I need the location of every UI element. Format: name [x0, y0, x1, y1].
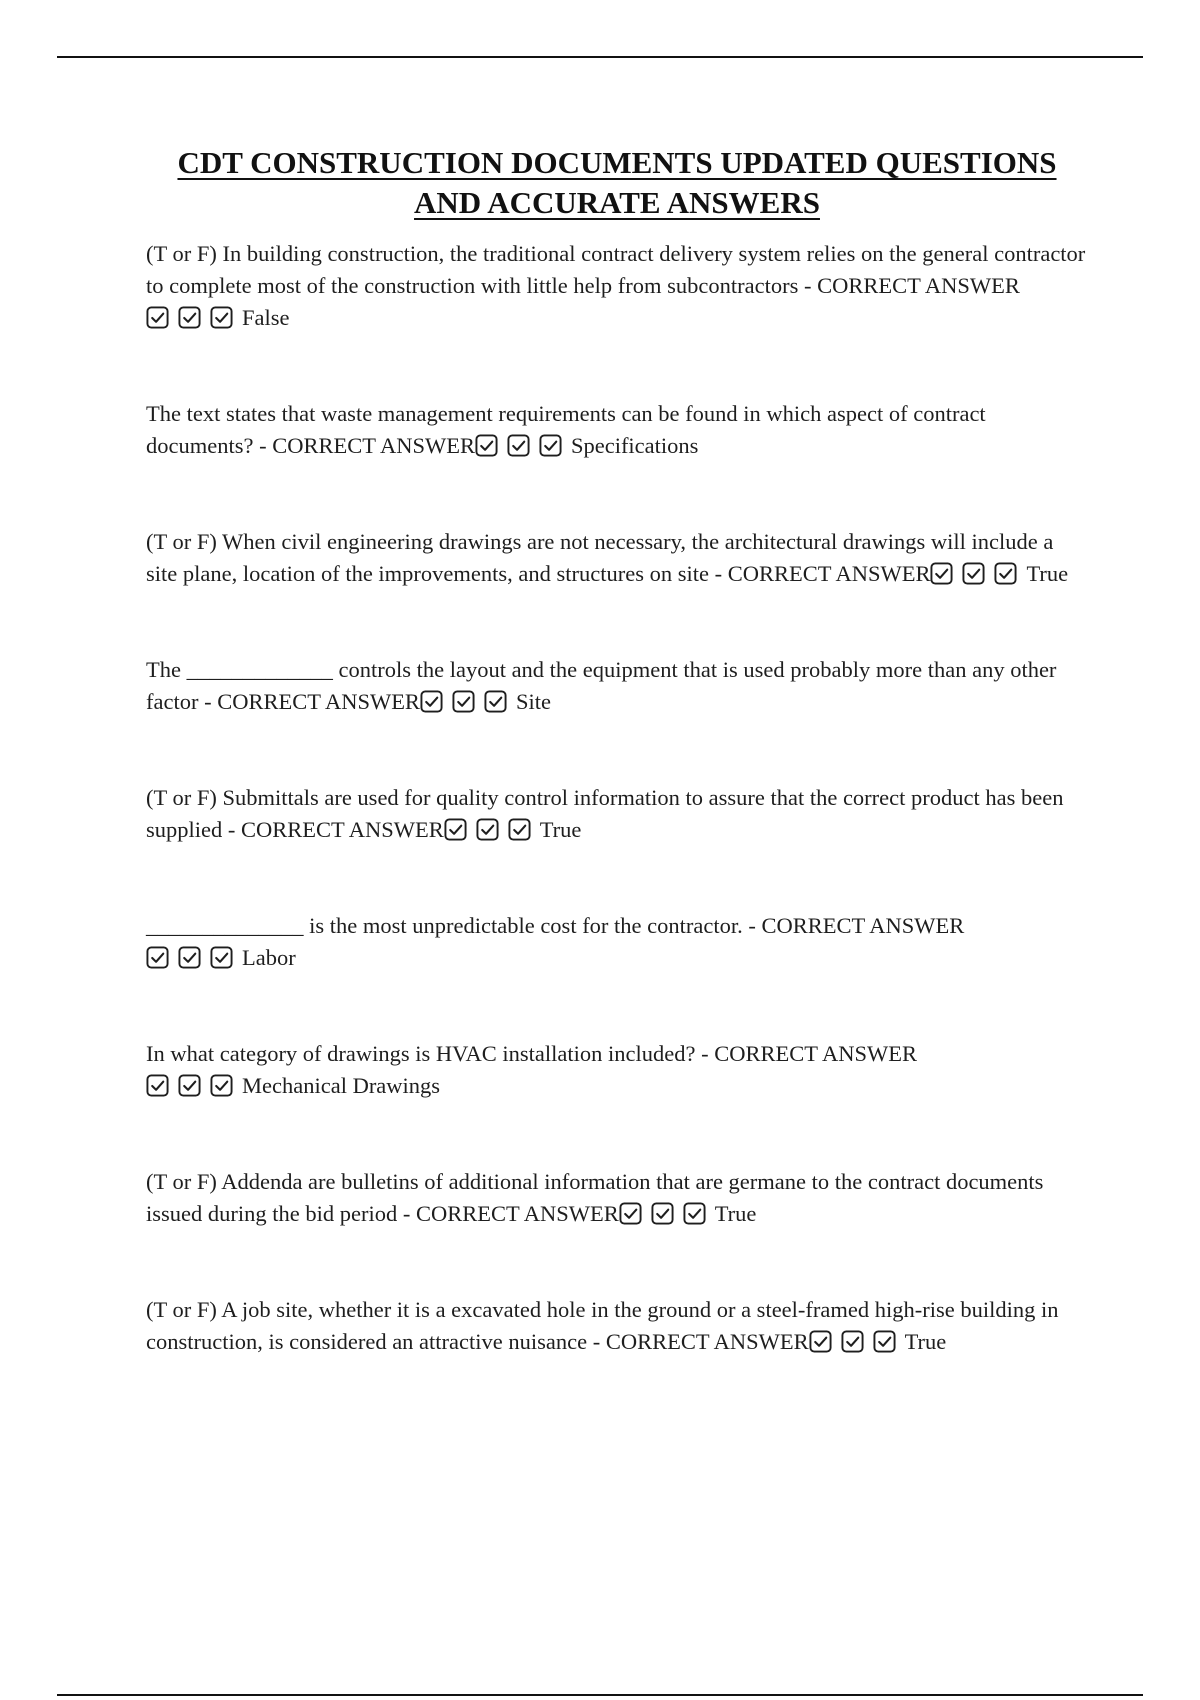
question-text: In what category of drawings is HVAC installation included? - CORRECT ANSWER: [146, 1041, 917, 1066]
answer-checkmarks: [809, 1326, 947, 1358]
answer-text: True: [539, 817, 582, 842]
document-title: [120, 143, 1114, 223]
title-line-1: CDT CONSTRUCTION DOCUMENTS UPDATED QUESTIONS: [177, 145, 1057, 180]
title-line-2: AND ACCURATE ANSWERS: [414, 185, 820, 220]
question-text: (T or F) Addenda are bulletins of additional information that are germane to the contract documents issued during the bid period - CORRECT ANSWER: [146, 1169, 1044, 1226]
checkbox-checked-icon: [508, 818, 531, 841]
checkbox-checked-icon: [420, 690, 443, 713]
qa-item: [146, 526, 1086, 590]
checkbox-checked-icon: [452, 690, 475, 713]
qa-item: [146, 398, 1086, 462]
checkbox-checked-icon: [178, 946, 201, 969]
checkbox-checked-icon: [210, 306, 233, 329]
answer-text: True: [714, 1201, 757, 1226]
checkbox-checked-icon: [962, 562, 985, 585]
question-text: The _____________ controls the layout and the equipment that is used probably more than any other factor - CORRECT ANSWER: [146, 657, 1057, 714]
answer-text: True: [904, 1329, 947, 1354]
question-text: ______________ is the most unpredictable cost for the contractor. - CORRECT ANSWER: [146, 913, 965, 938]
question-text: The text states that waste management requirements can be found in which aspect of contract documents? - CORRECT ANSWER: [146, 401, 986, 458]
qa-item: [146, 1294, 1086, 1358]
qa-item: [146, 238, 1086, 334]
answer-checkmarks: [444, 814, 582, 846]
checkbox-checked-icon: [475, 434, 498, 457]
answer-text: Specifications: [570, 433, 699, 458]
answer-checkmarks: [146, 942, 296, 974]
checkbox-checked-icon: [507, 434, 530, 457]
checkbox-checked-icon: [146, 306, 169, 329]
checkbox-checked-icon: [841, 1330, 864, 1353]
checkbox-checked-icon: [484, 690, 507, 713]
checkbox-checked-icon: [930, 562, 953, 585]
checkbox-checked-icon: [994, 562, 1017, 585]
checkbox-checked-icon: [146, 946, 169, 969]
checkbox-checked-icon: [873, 1330, 896, 1353]
checkbox-checked-icon: [178, 1074, 201, 1097]
checkbox-checked-icon: [619, 1202, 642, 1225]
checkbox-checked-icon: [476, 818, 499, 841]
answer-text: Labor: [242, 945, 296, 970]
answer-checkmarks: [146, 302, 290, 334]
checkbox-checked-icon: [210, 946, 233, 969]
header-rule: [57, 56, 1143, 58]
answer-checkmarks: [146, 1070, 440, 1102]
question-text: (T or F) A job site, whether it is a excavated hole in the ground or a steel-framed high-rise building in construction, is considered an attractive nuisance - CORRECT ANSWER: [146, 1297, 1059, 1354]
qa-item: [146, 782, 1086, 846]
answer-text: Mechanical Drawings: [242, 1073, 441, 1098]
qa-item: [146, 910, 1086, 974]
checkbox-checked-icon: [651, 1202, 674, 1225]
checkbox-checked-icon: [178, 306, 201, 329]
checkbox-checked-icon: [539, 434, 562, 457]
answer-checkmarks: [475, 430, 698, 462]
answer-text: True: [1026, 561, 1069, 586]
answer-checkmarks: [619, 1198, 757, 1230]
checkbox-checked-icon: [809, 1330, 832, 1353]
checkbox-checked-icon: [210, 1074, 233, 1097]
question-text: (T or F) In building construction, the traditional contract delivery system relies on the general contractor to complete most of the construction with little help from subcontractors - CORRECT ANSWER: [146, 241, 1086, 298]
answer-text: False: [242, 305, 290, 330]
answer-checkmarks: [420, 686, 551, 718]
footer-rule: [57, 1694, 1143, 1696]
qa-item: [146, 654, 1086, 718]
checkbox-checked-icon: [146, 1074, 169, 1097]
question-text: (T or F) When civil engineering drawings are not necessary, the architectural drawings will include a site plane, location of the improvements, and structures on site - CORRECT ANSWER: [146, 529, 1054, 586]
qa-item: [146, 1038, 1086, 1102]
question-text: (T or F) Submittals are used for quality control information to assure that the correct product has been supplied - CORRECT ANSWER: [146, 785, 1064, 842]
checkbox-checked-icon: [683, 1202, 706, 1225]
answer-checkmarks: [930, 558, 1068, 590]
checkbox-checked-icon: [444, 818, 467, 841]
qa-list: [146, 238, 1086, 1358]
qa-item: [146, 1166, 1086, 1230]
answer-text: Site: [515, 689, 551, 714]
